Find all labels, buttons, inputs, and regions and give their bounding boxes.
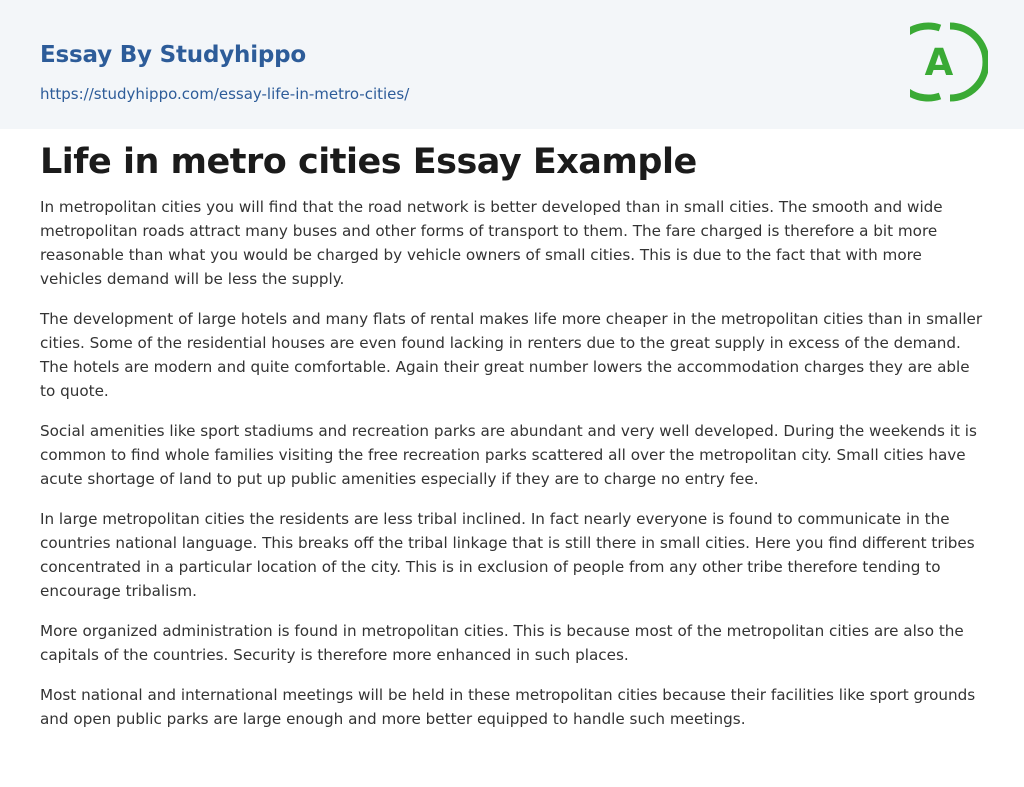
site-title[interactable]: Essay By Studyhippo: [40, 42, 307, 68]
essay-paragraph-6: Most national and international meetings will be held in these metropolitan cities because their facilities like sport grounds and open public parks are large enough and more better equipped to handle such meetings.: [40, 686, 976, 728]
essay-paragraph-4: In large metropolitan cities the residents are less tribal inclined. In fact nearly everyone is found to communicate in the countries national language. This breaks off the tribal linkage that is still there in small cities. Here you find different tribes concentrated in a particular location of the city. This is in exclusion of people from any other tribe therefore tending to encourage tribalism.: [40, 510, 975, 600]
site-header: [0, 0, 1024, 129]
essay-url-link[interactable]: https://studyhippo.com/essay-life-in-metro-cities/: [40, 85, 410, 103]
essay-paragraph-2: The development of large hotels and many flats of rental makes life more cheaper in the metropolitan cities than in smaller cities. Some of the residential houses are even found lacking in renters due to the great supply in excess of the demand. The hotels are modern and quite comfortable. Again their great number lowers the accommodation charges they are able to quote.: [40, 310, 983, 400]
essay-title: Life in metro cities Essay Example: [40, 142, 697, 182]
logo-letter: A: [924, 41, 954, 84]
essay-paragraph-1: In metropolitan cities you will find that the road network is better developed than in small cities. The smooth and wide metropolitan roads attract many buses and other forms of transport to them. The fare charged is therefore a bit more reasonable than what you would be charged by vehicle owners of small cities. This is due to the fact that with more vehicles demand will be less the supply.: [40, 198, 943, 288]
essay-paragraph-3: Social amenities like sport stadiums and recreation parks are abundant and very well developed. During the weekends it is common to find whole families visiting the free recreation parks scattered all over the metropolitan city. Small cities have acute shortage of land to put up public amenities especially if they are to charge no entry fee.: [40, 422, 977, 488]
essay-paragraph-5: More organized administration is found in metropolitan cities. This is because most of the metropolitan cities are also the capitals of the countries. Security is therefore more enhanced in such places.: [40, 622, 964, 664]
essay-body: [40, 195, 985, 747]
studyhippo-logo-icon[interactable]: [910, 18, 988, 106]
